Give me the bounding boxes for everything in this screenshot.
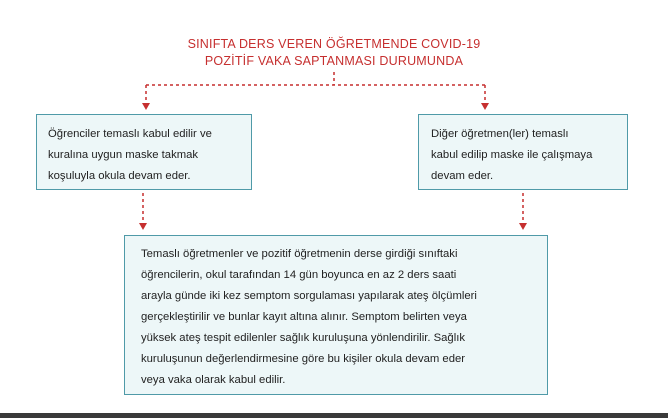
- title-line-1: SINIFTA DERS VEREN ÖĞRETMENDE COVID-19: [187, 37, 481, 51]
- students-box: [36, 114, 252, 190]
- teachers-box-line-3: devam eder.: [431, 170, 494, 182]
- monitoring-box-line-3: arayla günde iki kez semptom sorgulaması yapılarak ateş ölçümleri: [141, 290, 477, 302]
- arrowhead-right-down: [519, 223, 527, 230]
- monitoring-box: [124, 235, 548, 395]
- arrowhead-left-down: [139, 223, 147, 230]
- teachers-box-line-2: kabul edilip maske ile çalışmaya: [431, 149, 593, 161]
- title-line-2: POZİTİF VAKA SAPTANMASI DURUMUNDA: [204, 54, 464, 68]
- branch-line: [146, 72, 485, 85]
- monitoring-box-line-7: veya vaka olarak kabul edilir.: [141, 374, 286, 386]
- students-box-line-3: koşuluyla okula devam eder.: [48, 170, 191, 182]
- other-teachers-box: [418, 114, 628, 190]
- monitoring-box-line-4: gerçekleştirilir ve bunlar kayıt altına alınır. Semptom belirten veya: [141, 311, 467, 323]
- arrowhead-left: [142, 103, 150, 110]
- monitoring-box-line-2: öğrencilerin, okul tarafından 14 gün boyunca en az 2 ders saati: [141, 269, 457, 281]
- monitoring-box-line-1: Temaslı öğretmenler ve pozitif öğretmenin derse girdiği sınıftaki: [141, 248, 458, 260]
- teachers-box-line-1: Diğer öğretmen(ler) temaslı: [431, 128, 569, 140]
- students-box-line-1: Öğrenciler temaslı kabul edilir ve: [48, 128, 212, 140]
- monitoring-box-line-6: kuruluşunun değerlendirmesine göre bu kişiler okula devam eder: [141, 353, 466, 365]
- arrowhead-right: [481, 103, 489, 110]
- monitoring-box-line-5: yüksek ateş tespit edilenler sağlık kuruluşuna yönlendirilir. Sağlık: [141, 332, 466, 344]
- students-box-line-2: kuralına uygun maske takmak: [48, 149, 199, 161]
- bottom-divider: [0, 413, 668, 418]
